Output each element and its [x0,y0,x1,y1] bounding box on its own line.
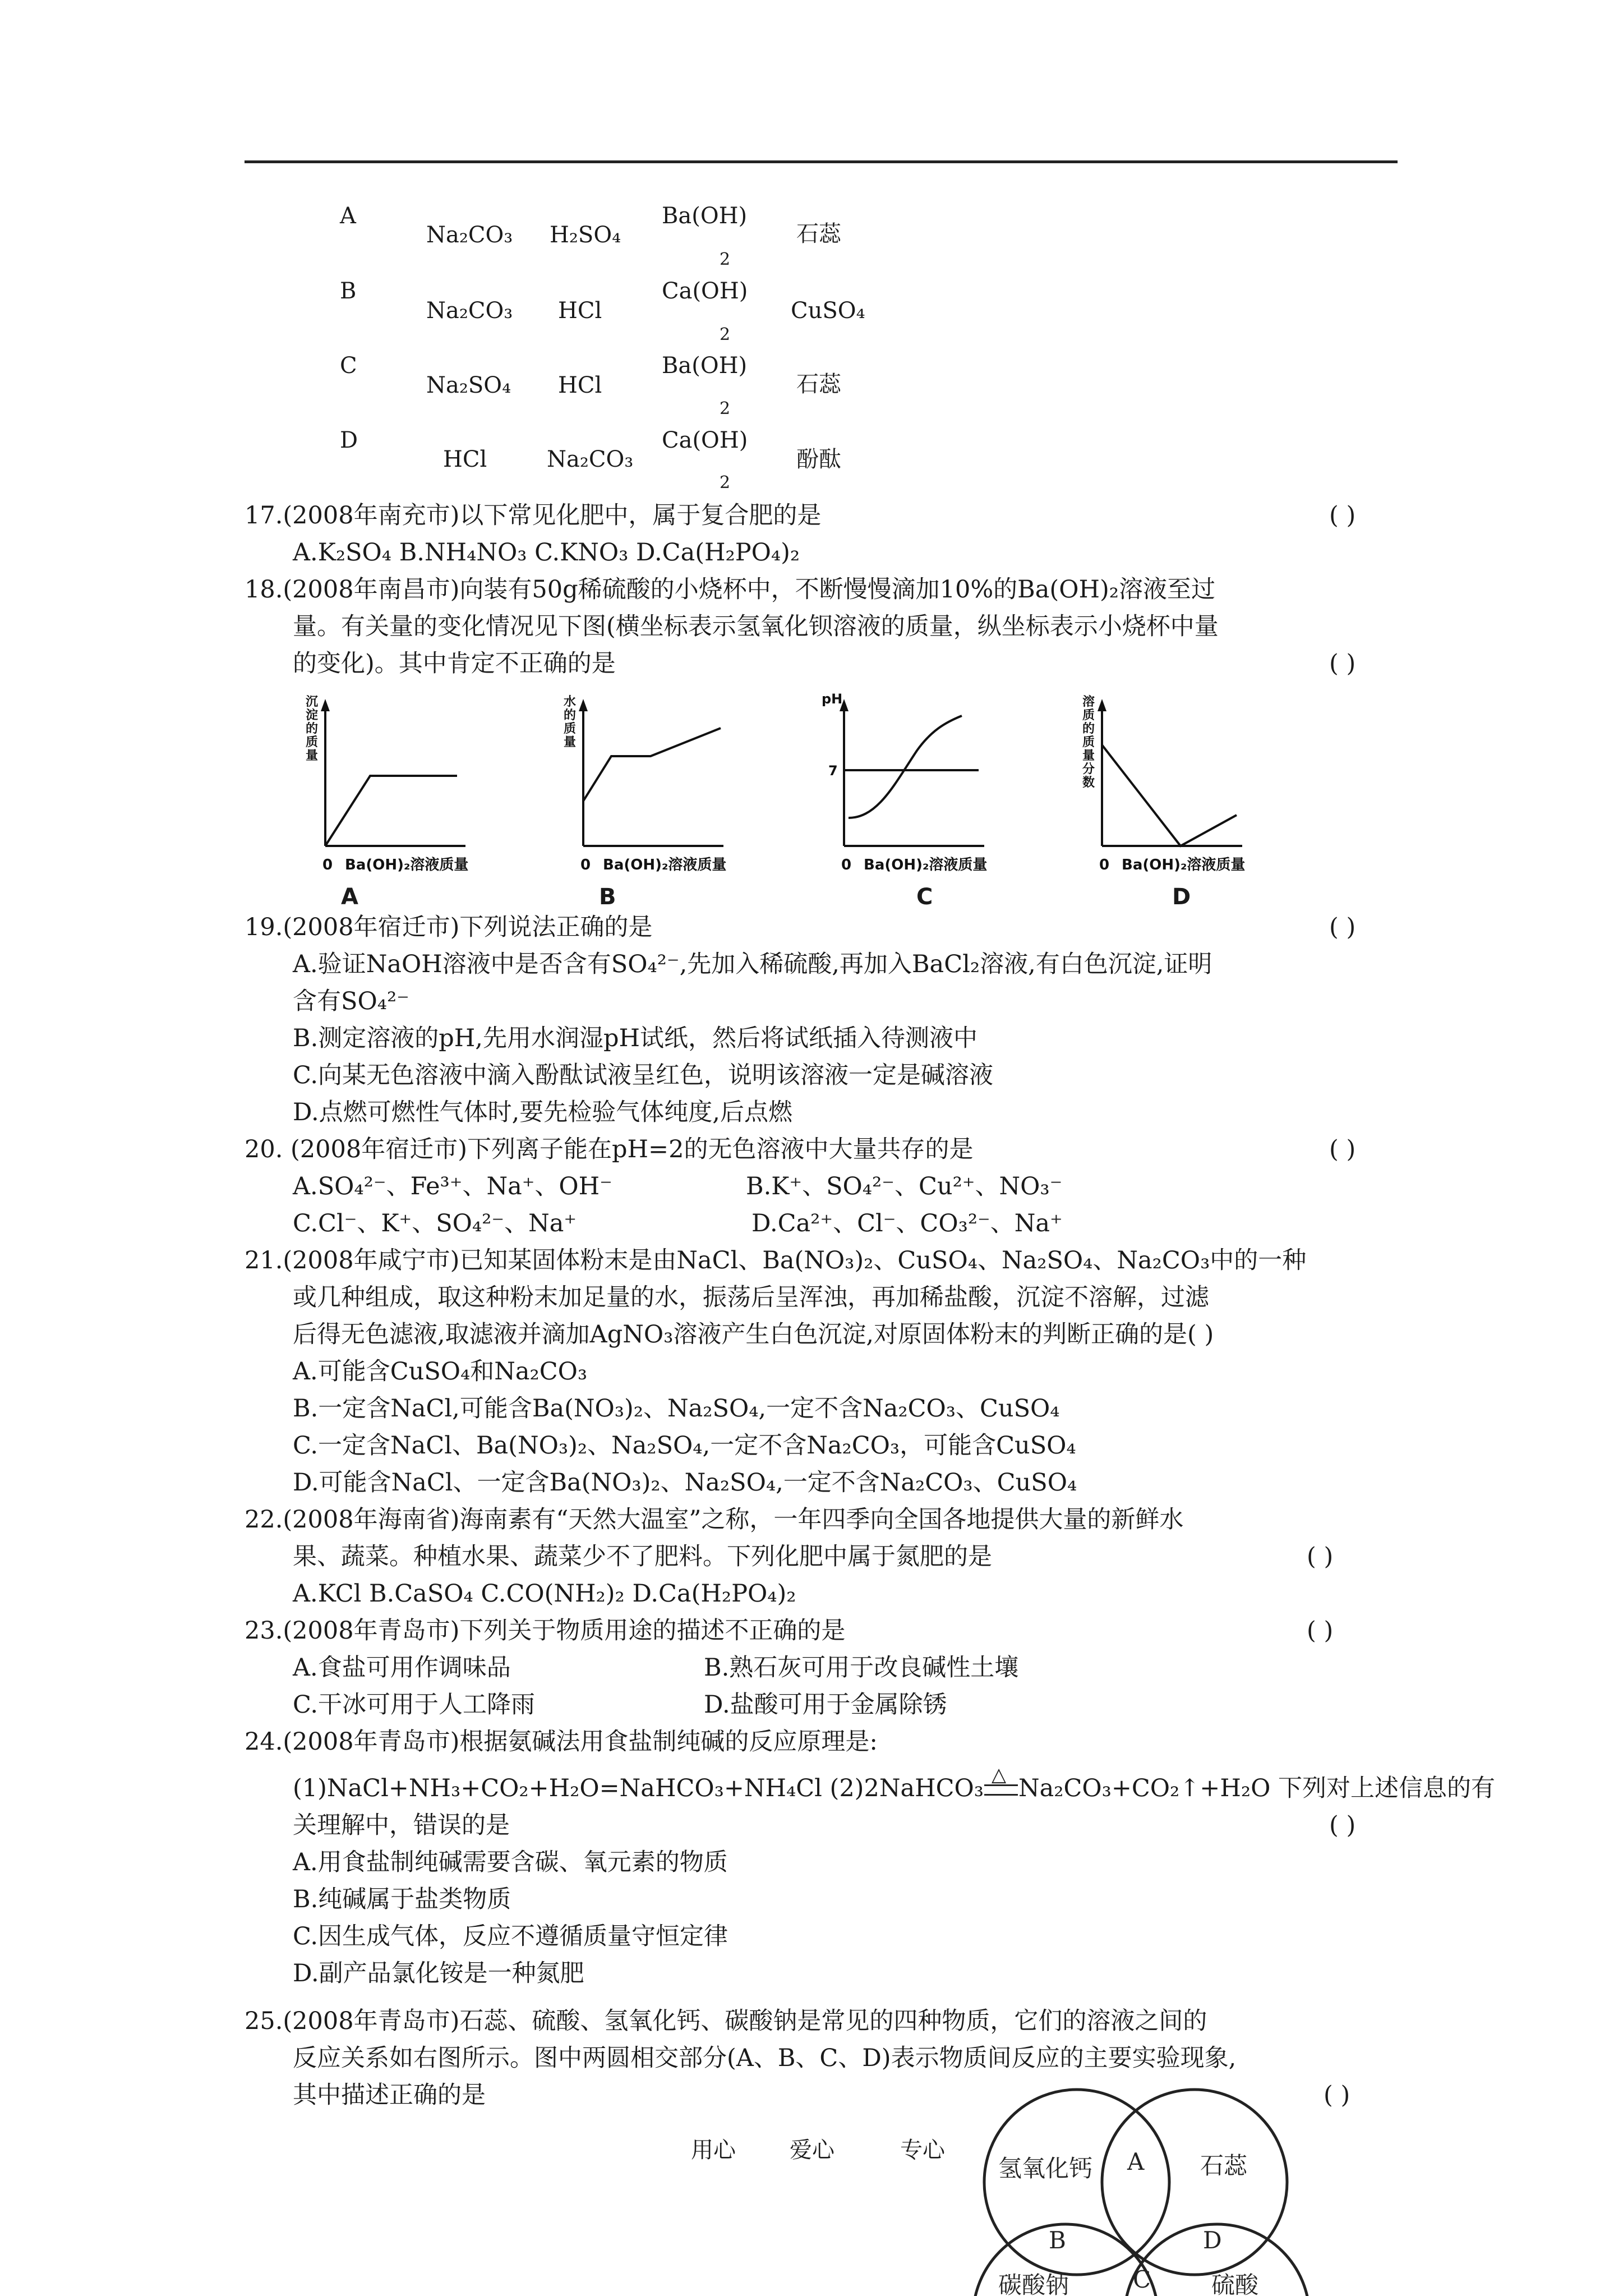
cell: 酚酞 [796,447,841,472]
q21-option-a: A.可能含CuSO₄和Na₂CO₃ [293,1358,588,1386]
chart-d [1068,689,1293,885]
cell: HCl [558,372,602,398]
q19-option-b: B.测定溶液的pH,先用水润湿pH试纸，然后将试纸插入待测液中 [293,1024,978,1052]
q25-answer-blank: ( ) [1324,2081,1350,2109]
chart-a-origin: 0 [322,857,333,873]
venn-label-left: 氢氧化钙 [998,2155,1093,2182]
q17-answer-blank: ( ) [1329,501,1356,530]
cell-subscript: 2 [720,473,731,493]
chart-d-ylabel-char: 质 [1082,708,1095,723]
q18-line1: 18.(2008年南昌市)向装有50g稀硫酸的小烧杯中，不断慢慢滴加10%的Ba(OH)₂溶液至过 [245,576,1215,604]
chart-b [550,689,774,885]
q24-option-d: D.副产品氯化铵是一种氮肥 [293,1959,584,1987]
chart-d-ylabel-char: 质 [1082,735,1095,749]
q24-equation [293,1764,1495,1807]
chart-a-ylabel-char: 的 [306,722,319,736]
venn-region-d: D [1203,2226,1222,2254]
q22-options: A.KCl B.CaSO₄ C.CO(NH₂)₂ D.Ca(H₂PO₄)₂ [293,1580,796,1608]
q24-stem: 24.(2008年青岛市)根据氨碱法用食盐制纯碱的反应原理是: [245,1728,878,1756]
q24-eq1: (1)NaCl+NH₃+CO₂+H₂O=NaHCO₃+NH₄Cl (2)2NaHCO₃ [293,1774,984,1802]
chart-b-ylabel-char: 量 [564,735,577,749]
chart-b-ylabel-char: 的 [564,708,577,723]
q20-answer-blank: ( ) [1329,1135,1356,1163]
cell: Na₂CO₃ [426,222,513,248]
q21-option-c: C.一定含NaCl、Ba(NO₃)₂、Na₂SO₄,一定不含Na₂CO₃，可能含CuSO₄ [293,1432,1076,1460]
q18-line2: 量。有关量的变化情况见下图(横坐标表示氢氧化钡溶液的质量，纵坐标表示小烧杯中量 [293,613,1219,641]
q24-option-c: C.因生成气体，反应不遵循质量守恒定律 [293,1922,728,1950]
q22-line1: 22.(2008年海南省)海南素有“天然大温室”之称，一年四季向全国各地提供大量的新鲜水 [245,1506,1184,1534]
q20-option-a: A.SO₄²⁻、Fe³⁺、Na⁺、OH⁻ [293,1172,612,1200]
q24-eq-condition: △ [991,1764,1007,1786]
venn-label-bottom-left: 碳酸钠 [998,2271,1069,2296]
cell: CuSO₄ [791,298,865,324]
q22-line2: 果、蔬菜。种植水果、蔬菜少不了肥料。下列化肥中属于氮肥的是 [293,1543,992,1571]
venn-region-b: B [1049,2226,1066,2254]
q25-line3: 其中描述正确的是 [293,2081,486,2109]
q24-eq2: Na₂CO₃+CO₂↑+H₂O 下列对上述信息的有 [1018,1774,1495,1802]
q19-stem: 19.(2008年宿迁市)下列说法正确的是 [245,913,653,941]
chart-a-xlabel: Ba(OH)₂溶液质量 [345,857,469,873]
venn-region-a: A [1127,2148,1145,2175]
chart-a-y-arrow [321,699,330,711]
q22-answer-blank: ( ) [1307,1543,1334,1571]
q24-eq-arrow [984,1764,1018,1807]
chart-b-ylabel-char: 水 [564,695,577,709]
row-label: C [340,353,357,379]
q25-line2: 反应关系如右图所示。图中两圆相交部分(A、B、C、D)表示物质间反应的主要实验现象, [293,2044,1237,2072]
chart-a-ylabel-char: 量 [306,749,319,763]
q25-line1: 25.(2008年青岛市)石蕊、硫酸、氢氧化钙、碳酸钠是常见的四种物质，它们的溶液之间的 [245,2007,1207,2035]
cell: HCl [558,298,602,324]
chart-c-letter: C [916,884,933,910]
q23-stem: 23.(2008年青岛市)下列关于物质用途的描述不正确的是 [245,1617,846,1645]
cell: Ba(OH) [662,203,748,229]
q24-line2: 关理解中，错误的是 [293,1811,510,1839]
q19-option-d: D.点燃可燃性气体时,要先检验气体纯度,后点燃 [293,1098,792,1126]
chart-a-ylabel-char: 沉 [306,695,319,709]
q23-option-a: A.食盐可用作调味品 [293,1654,511,1682]
q24-answer-blank: ( ) [1329,1811,1356,1839]
row-label: D [340,427,358,453]
q20-stem: 20. (2008年宿迁市)下列离子能在pH=2的无色溶液中大量共存的是 [245,1135,974,1163]
cell: Ca(OH) [662,427,748,453]
q17-options: A.K₂SO₄ B.NH₄NO₃ C.KNO₃ D.Ca(H₂PO₄)₂ [293,539,800,567]
chart-b-ylabel-char: 质 [564,722,577,736]
venn-circle-left [984,2090,1169,2275]
chart-c-curve [849,716,962,818]
q18-answer-blank: ( ) [1329,650,1356,678]
cell-subscript: 2 [720,325,731,344]
chart-d-xlabel: Ba(OH)₂溶液质量 [1122,857,1246,873]
q19-option-a-cont: 含有SO₄²⁻ [293,987,409,1015]
q19-option-a: A.验证NaOH溶液中是否含有SO₄²⁻,先加入稀硫酸,再加入BaCl₂溶液,有白色沉淀,证明 [293,950,1212,978]
venn-region-c: C [1133,2266,1151,2293]
q23-answer-blank: ( ) [1307,1617,1334,1645]
chart-a-letter: A [341,884,358,910]
q20-option-b: B.K⁺、SO₄²⁻、Cu²⁺、NO₃⁻ [746,1172,1063,1200]
cell: Ca(OH) [662,278,748,304]
chart-b-letter: B [599,884,616,910]
q21-option-b: B.一定含NaCl,可能含Ba(NO₃)₂、Na₂SO₄,一定不含Na₂CO₃、CuSO₄ [293,1395,1060,1423]
q19-option-c: C.向某无色溶液中滴入酚酞试液呈红色，说明该溶液一定是碱溶液 [293,1061,994,1089]
q21-option-d: D.可能含NaCl、一定含Ba(NO₃)₂、Na₂SO₄,一定不含Na₂CO₃、CuSO₄ [293,1469,1077,1497]
header-rule [245,160,1398,163]
venn-diagram [965,2081,1324,2296]
venn-label-right: 石蕊 [1200,2152,1248,2179]
chart-d-origin: 0 [1099,857,1110,873]
footer-text-3: 专心 [900,2137,945,2163]
q21-line1: 21.(2008年咸宁市)已知某固体粉末是由NaCl、Ba(NO₃)₂、CuSO₄、Na₂SO₄、Na₂CO₃中的一种 [245,1246,1307,1274]
chart-b-origin: 0 [580,857,591,873]
chart-a [292,689,516,885]
chart-c-ylabel: pH [822,691,843,707]
chart-c-xlabel: Ba(OH)₂溶液质量 [864,857,988,873]
cell: Na₂CO₃ [547,447,634,472]
cell: 石蕊 [796,221,841,247]
chart-d-ylabel-char: 数 [1082,776,1095,790]
q18-line3: 的变化)。其中肯定不正确的是 [293,650,616,678]
chart-b-y-arrow [579,699,588,711]
q19-answer-blank: ( ) [1329,913,1356,941]
q20-option-d: D.Ca²⁺、Cl⁻、CO₃²⁻、Na⁺ [751,1209,1063,1237]
cell-subscript: 2 [720,250,731,269]
footer-text-2: 爱心 [790,2137,834,2163]
chart-d-ylabel-char: 分 [1082,762,1095,776]
cell: Ba(OH) [662,353,748,379]
footer-text-1: 用心 [691,2137,736,2163]
chart-c-seven: 7 [828,763,838,779]
cell: 石蕊 [796,371,841,397]
chart-a-ylabel-char: 质 [306,735,319,749]
chart-d-ylabel-char: 溶 [1082,695,1095,709]
q23-option-d: D.盐酸可用于金属除锈 [704,1691,947,1719]
cell: Na₂SO₄ [426,372,511,398]
q23-option-c: C.干冰可用于人工降雨 [293,1691,536,1719]
chart-d-line [1102,745,1237,846]
cell: H₂SO₄ [550,222,621,248]
chart-c-origin: 0 [841,857,852,873]
row-label: A [340,203,356,229]
chart-c [810,689,1035,885]
chart-d-ylabel-char: 量 [1082,749,1095,763]
venn-circle-right [1102,2090,1287,2275]
row-label: B [340,278,357,304]
chart-d-letter: D [1172,884,1191,910]
q20-option-c: C.Cl⁻、K⁺、SO₄²⁻、Na⁺ [293,1209,577,1237]
q24-option-b: B.纯碱属于盐类物质 [293,1885,511,1913]
chart-b-line [583,728,721,801]
cell: HCl [443,447,487,472]
q21-line3: 后得无色滤液,取滤液并滴加AgNO₃溶液产生白色沉淀,对原固体粉末的判断正确的是( ) [293,1320,1214,1349]
q23-option-b: B.熟石灰可用于改良碱性土壤 [704,1654,1019,1682]
chart-b-xlabel: Ba(OH)₂溶液质量 [603,857,727,873]
chart-a-line [325,776,457,846]
q24-option-a: A.用食盐制纯碱需要含碳、氧元素的物质 [293,1848,728,1876]
chart-d-ylabel-char: 的 [1082,722,1095,736]
q21-line2: 或几种组成，取这种粉末加足量的水，振荡后呈浑浊，再加稀盐酸，沉淀不溶解，过滤 [293,1283,1209,1312]
chart-d-y-arrow [1098,699,1106,711]
cell: Na₂CO₃ [426,298,513,324]
cell-subscript: 2 [720,399,731,418]
venn-label-bottom-right: 硫酸 [1211,2271,1259,2296]
q17-stem: 17.(2008年南充市)以下常见化肥中，属于复合肥的是 [245,501,822,530]
chart-a-ylabel-char: 淀 [306,708,319,723]
